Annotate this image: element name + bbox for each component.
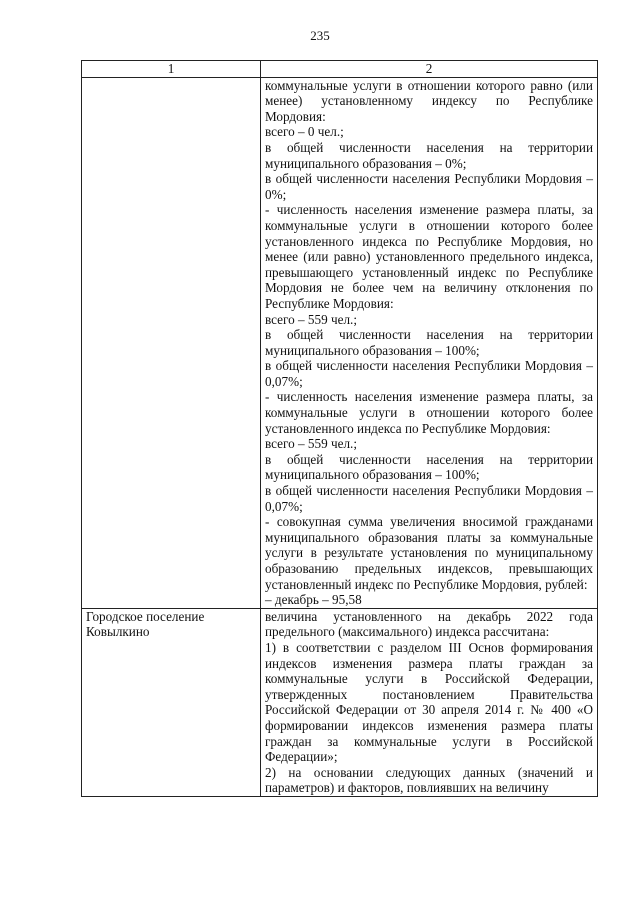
paragraph: коммунальные услуги в отношении которого равно (или менее) установленному индексу по Республике Мордовия: [265, 77, 593, 124]
paragraph: - совокупная сумма увеличения вносимой гражданами муниципального образования платы за коммунальные услуги в результате установления по муниципальному образованию предельных индексов, превышающих установленный индекс по Республике Мордовия, рублей: [265, 514, 593, 592]
paragraph: 2) на основании следующих данных (значений и параметров) и факторов, повлиявших на величину [265, 764, 593, 796]
paragraph: величина установленного на декабрь 2022 года предельного (максимального) индекса рассчитана: [265, 608, 593, 640]
row1-col1 [82, 77, 261, 608]
paragraph: всего – 559 чел.; [265, 436, 357, 452]
header-col-1: 1 [82, 61, 261, 78]
page-number: 235 [310, 28, 330, 43]
paragraph: - численность населения изменение размера платы, за коммунальные услуги в отношении которого более установленного индекса по Республике Мордовия: [265, 389, 593, 436]
document-table [81, 60, 598, 797]
paragraph: всего – 0 чел.; [265, 124, 344, 140]
paragraph: 1) в соответствии с разделом III Основ формирования индексов изменения размера платы граждан за коммунальные услуги в Российской Федерации, утвержденных постановлением Правительства Российской Федерации от 30 апреля 2014 г. № 400 «О формировании индексов изменения размера платы граждан за коммунальные услуги в Российской Федерации»; [265, 639, 593, 765]
paragraph: в общей численности населения на территории муниципального образования – 0%; [265, 139, 593, 171]
row2-col2 [261, 608, 598, 796]
paragraph: в общей численности населения Республики Мордовия – 0,07%; [265, 358, 593, 389]
paragraph: в общей численности населения на территории муниципального образования – 100%; [265, 451, 593, 483]
paragraph: в общей численности населения Республики Мордовия – 0%; [265, 171, 593, 202]
table-row [82, 77, 598, 608]
table-header-row [82, 61, 598, 78]
paragraph: в общей численности населения на территории муниципального образования – 100%; [265, 327, 593, 358]
header-col-2: 2 [261, 61, 598, 78]
paragraph: в общей численности населения Республики Мордовия – 0,07%; [265, 483, 593, 514]
row2-col1: Городское поселение Ковылкино [82, 608, 261, 796]
paragraph: – декабрь – 95,58 [265, 592, 362, 608]
paragraph: - численность населения изменение размера платы, за коммунальные услуги в отношении которого более установленного индекса по Республике Мордовия, но менее (или равно) установленного предельного индекса, превышающего установленный индекс по Республике Мордовия не более чем на величину отклонения по Республике Мордовия: [265, 202, 593, 311]
table-row [82, 608, 598, 796]
paragraph: всего – 559 чел.; [265, 311, 357, 327]
row1-col2 [261, 77, 598, 608]
